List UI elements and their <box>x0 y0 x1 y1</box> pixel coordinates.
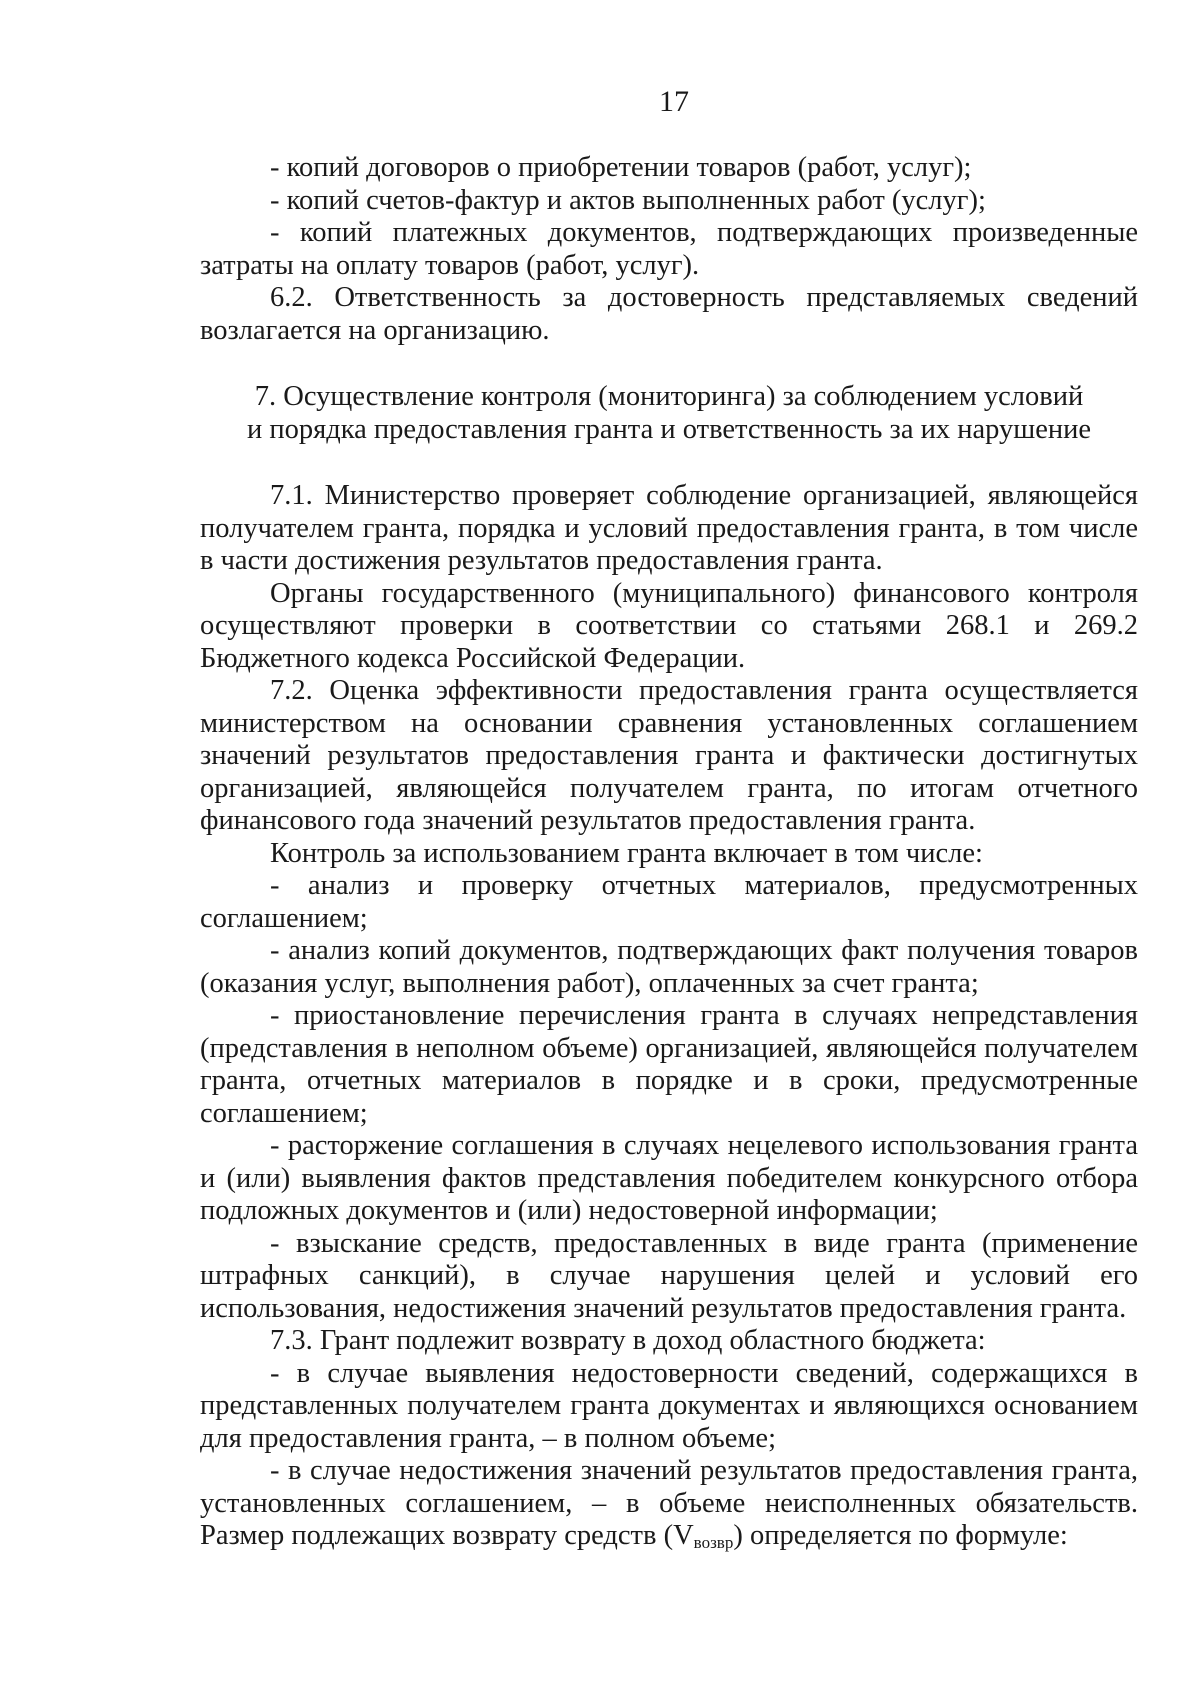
partial-return-text: - в случае недостижения значений результатов предоставления гранта, установленных соглашением, – в объеме неисполненных обязательств. Размер подлежащих возврату средств (V <box>200 1455 1138 1551</box>
section-7-title-line1: 7. Осуществление контроля (мониторинга) за соблюдением условий <box>254 381 1084 412</box>
paragraph-7-2: 7.2. Оценка эффективности предоставления гранта осуществляется министерством на основании сравнения установленных соглашением значений результатов предоставления гранта и фактически достигнутых организацией, являющейся получателем гранта, по итогам отчетного финансового года значений результатов предоставления гранта. <box>200 675 1138 836</box>
paragraph-6-2: 6.2. Ответственность за достоверность представляемых сведений возлагается на организацию. <box>200 282 1138 346</box>
list-item-partial-return <box>200 1455 1138 1553</box>
paragraph-control-includes: Контроль за использованием гранта включает в том числе: <box>270 837 983 869</box>
paragraph-payment-copies: - копий платежных документов, подтверждающих произведенные затраты на оплату товаров (работ, услуг). <box>200 217 1138 281</box>
section-7-title <box>200 381 1138 446</box>
paragraph-7-3: 7.3. Грант подлежит возврату в доход областного бюджета: <box>270 1325 986 1356</box>
paragraph-contract-copies: - копий договоров о приобретении товаров (работ, услуг); <box>270 152 972 183</box>
list-item-suspension: - приостановление перечисления гранта в случаях непредставления (представления в неполном объеме) организацией, являющейся получателем гранта, отчетных материалов в порядке и в сроки, предусмотренные соглашением; <box>200 1000 1138 1129</box>
paragraph-7-1: 7.1. Министерство проверяет соблюдение организацией, являющейся получателем гранта, порядка и условий предоставления гранта, в том числе в части достижения результатов предоставления гранта. <box>200 480 1138 576</box>
section-7-title-line2: и порядка предоставления гранта и ответственность за их нарушение <box>247 413 1091 445</box>
list-item-analysis-documents: - анализ копий документов, подтверждающих факт получения товаров (оказания услуг, выполнения работ), оплаченных за счет гранта; <box>200 935 1138 999</box>
formula-subscript: возвр <box>693 1533 734 1552</box>
paragraph-financial-control: Органы государственного (муниципального) финансового контроля осуществляют проверки в соответствии со статьями 268.1 и 269.2 Бюджетного кодекса Российской Федерации. <box>200 577 1138 674</box>
list-item-termination: - расторжение соглашения в случаях нецелевого использования гранта и (или) выявления фактов представления победителем конкурсного отбора подложных документов и (или) недостоверной информации; <box>200 1130 1138 1226</box>
list-item-recovery: - взыскание средств, предоставленных в виде гранта (применение штрафных санкций), в случае нарушения целей и условий его использования, недостижения значений результатов предоставления гранта. <box>200 1227 1138 1324</box>
list-item-analysis-reports: - анализ и проверку отчетных материалов, предусмотренных соглашением; <box>200 870 1138 934</box>
document-page <box>200 80 1138 1553</box>
page-number: 17 <box>659 85 689 118</box>
list-item-full-return: - в случае выявления недостоверности сведений, содержащихся в представленных получателем гранта документах и являющихся основанием для предоставления гранта, – в полном объеме; <box>200 1357 1138 1454</box>
partial-return-tail: ) определяется по формуле: <box>733 1520 1068 1551</box>
paragraph-invoice-copies: - копий счетов-фактур и актов выполненных работ (услуг); <box>270 184 986 216</box>
